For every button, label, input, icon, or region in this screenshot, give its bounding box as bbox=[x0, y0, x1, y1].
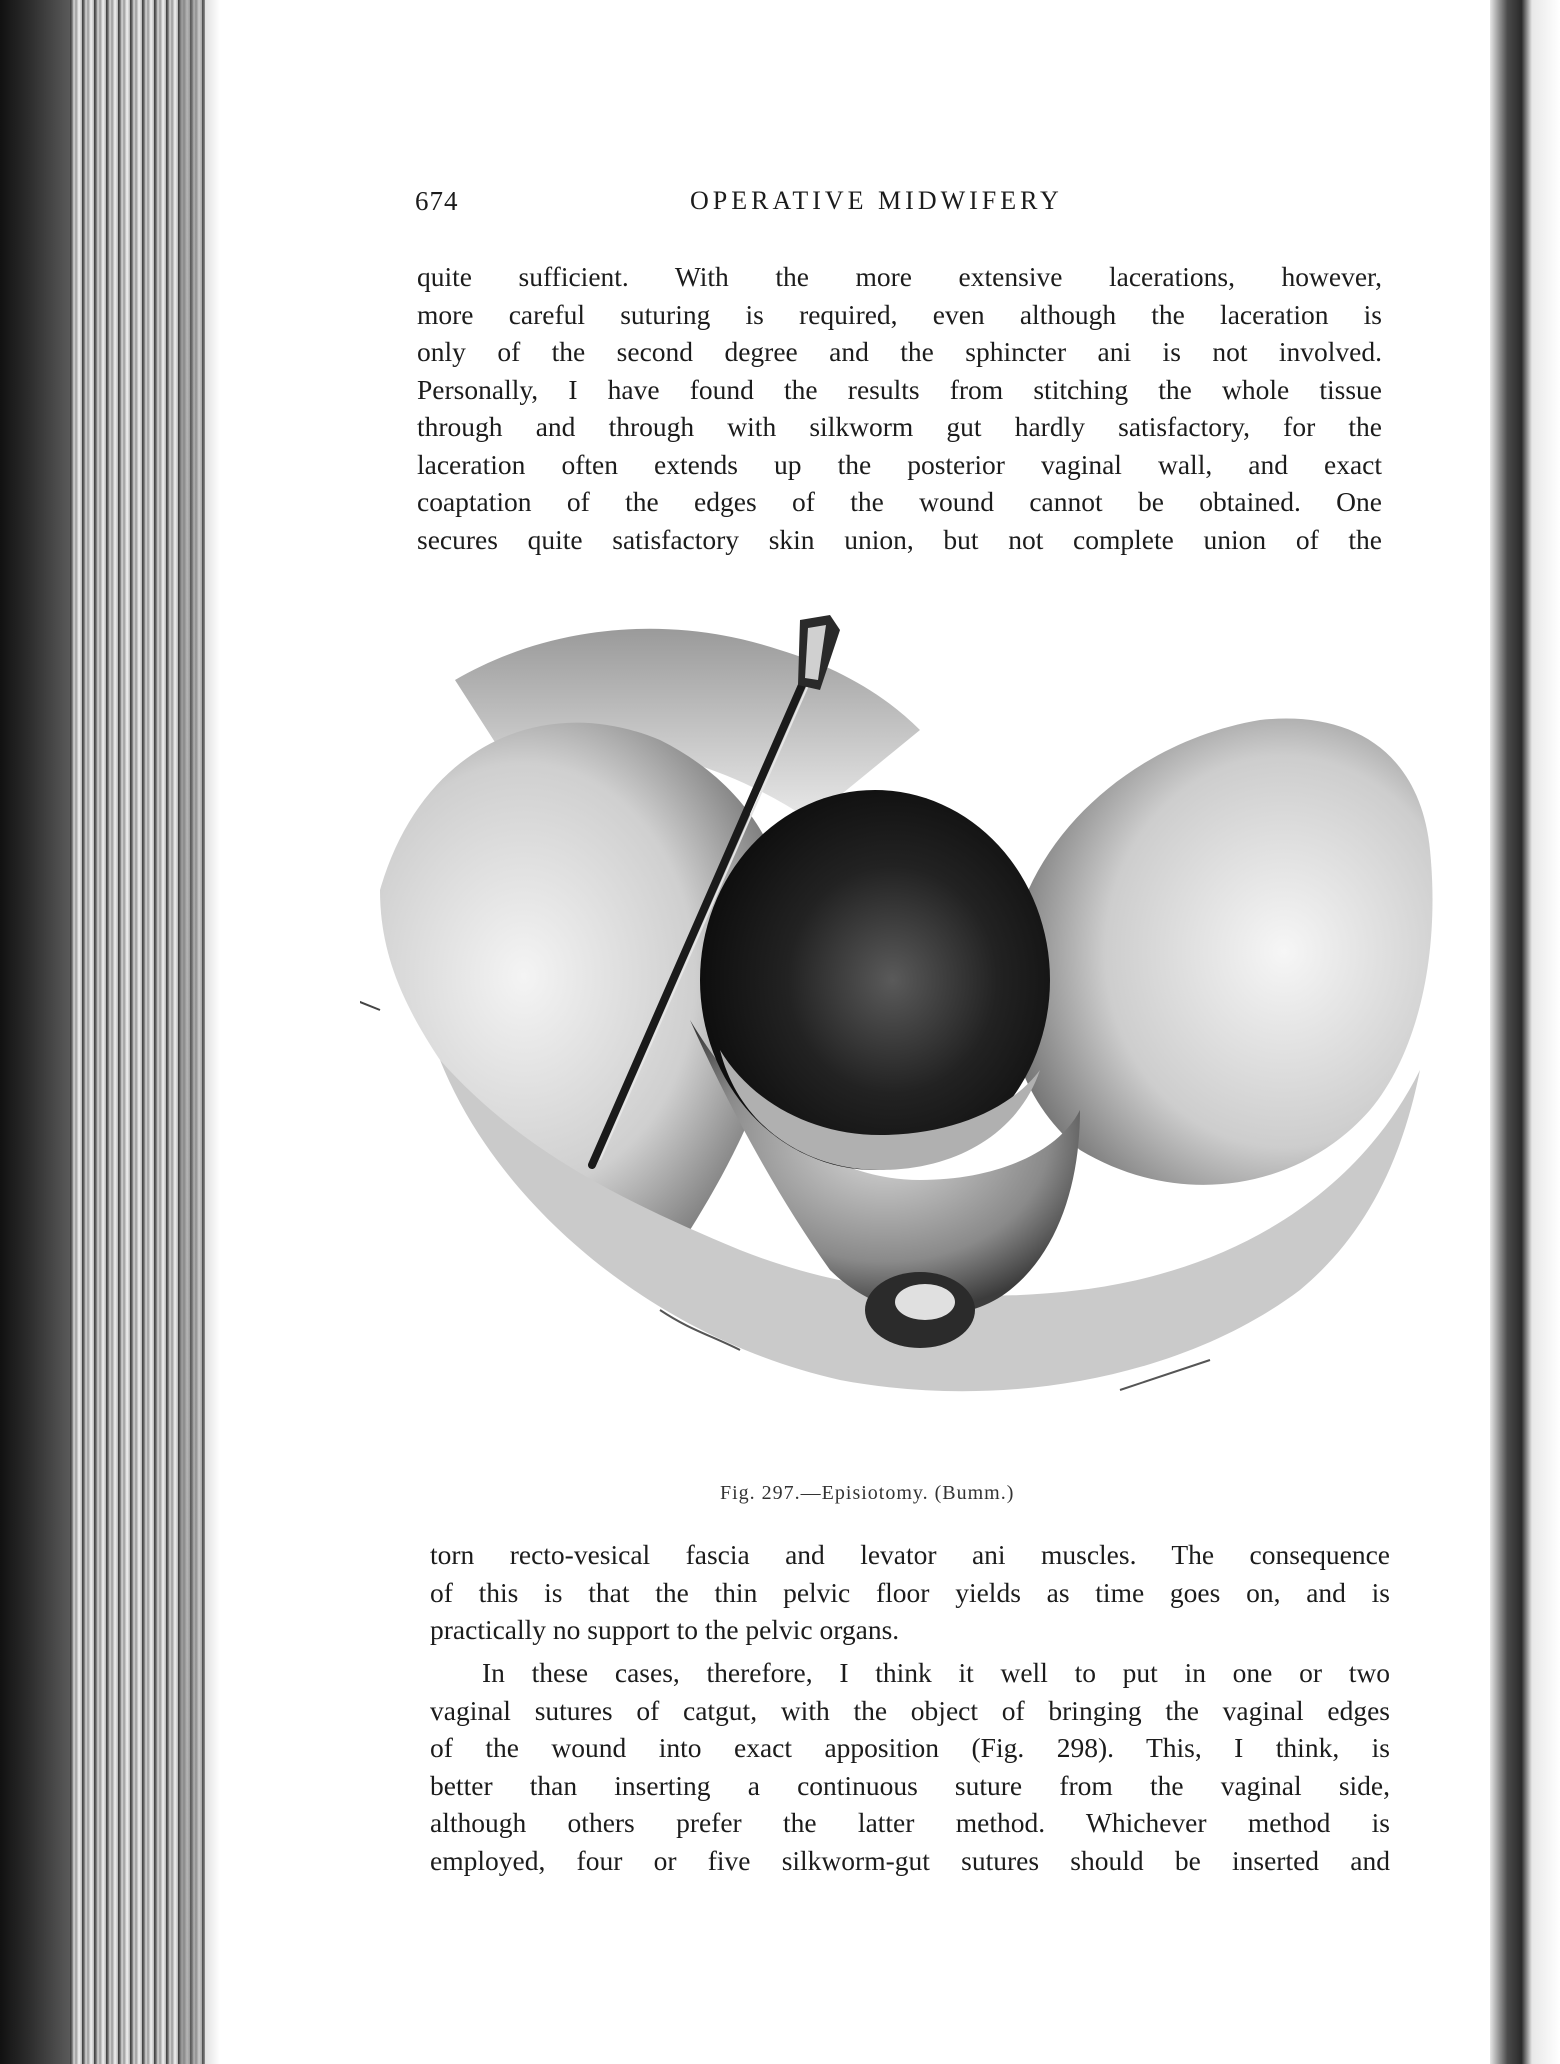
text-line: more careful suturing is required, even although the laceration is bbox=[417, 298, 1382, 330]
text-line: of this is that the thin pelvic floor yields as time goes on, and is bbox=[430, 1576, 1390, 1608]
bottom-paragraph-1 bbox=[430, 1536, 1390, 1649]
text-line: only of the second degree and the sphincter ani is not involved. bbox=[417, 336, 1382, 367]
figure-illustration bbox=[360, 590, 1450, 1450]
running-title: OPERATIVE MIDWIFERY bbox=[690, 186, 1063, 215]
book-right-edge bbox=[1490, 0, 1560, 2064]
text-line: laceration often extends up the posterior vaginal wall, and exact bbox=[417, 448, 1382, 480]
text-line: employed, four or five silkworm-gut sutures should be inserted and bbox=[430, 1844, 1390, 1876]
page-gutter-shadow bbox=[180, 0, 220, 2064]
text-line: of the wound into exact apposition (Fig. 298). This, I think, is bbox=[430, 1732, 1390, 1763]
text-line: coaptation of the edges of the wound cannot be obtained. One bbox=[417, 486, 1382, 517]
page-number: 674 bbox=[415, 186, 459, 216]
text-line: torn recto-vesical fascia and levator ani muscles. The consequence bbox=[430, 1539, 1390, 1570]
text-line: vaginal sutures of catgut, with the object of bringing the vaginal edges bbox=[430, 1694, 1390, 1726]
text-line: better than inserting a continuous suture from the vaginal side, bbox=[430, 1769, 1390, 1801]
text-line: although others prefer the latter method. Whichever method is bbox=[430, 1807, 1390, 1838]
text-line: quite sufficient. With the more extensive lacerations, however, bbox=[417, 261, 1382, 292]
text-line: practically no support to the pelvic organs. bbox=[430, 1614, 900, 1645]
bottom-paragraph-2 bbox=[430, 1654, 1390, 1879]
text-line: through and through with silkworm gut hardly satisfactory, for the bbox=[417, 411, 1382, 442]
figure-caption: Fig. 297.—Episiotomy. (Bumm.) bbox=[720, 1482, 1015, 1504]
running-head bbox=[415, 186, 1095, 226]
top-paragraph bbox=[417, 258, 1382, 558]
text-line: Personally, I have found the results from stitching the whole tissue bbox=[417, 373, 1382, 405]
text-line: In these cases, therefore, I think it well to put in one or two bbox=[482, 1657, 1390, 1688]
book-edge-dark bbox=[0, 0, 70, 2064]
text-line: secures quite satisfactory skin union, but not complete union of the bbox=[417, 523, 1382, 555]
